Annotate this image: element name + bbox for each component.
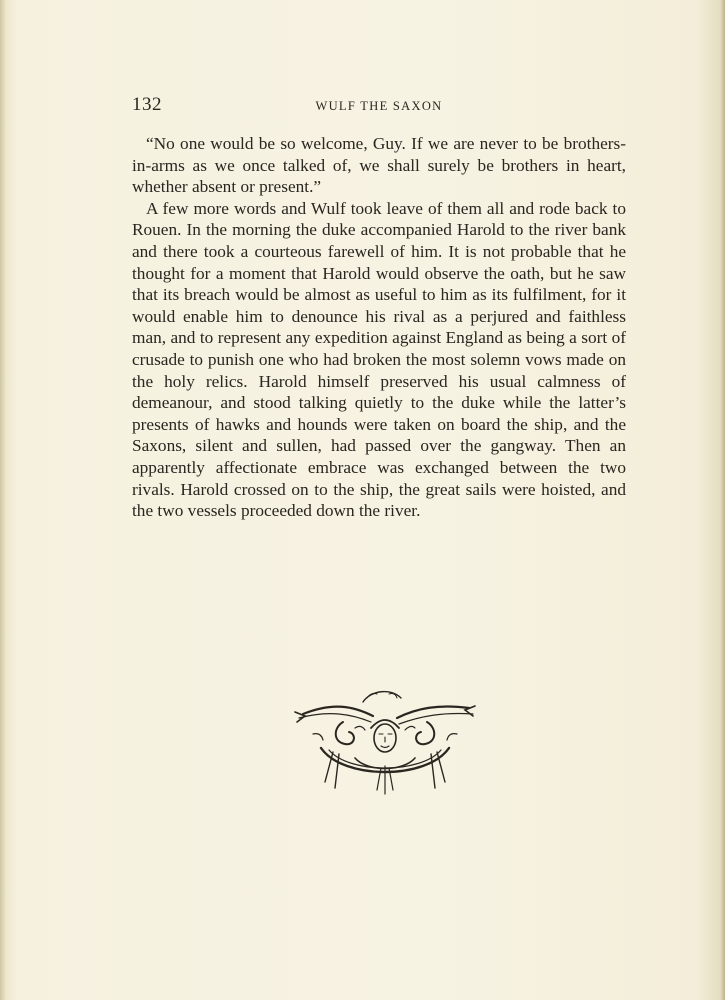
page-number: 132: [132, 94, 162, 115]
paragraph: “No one would be so welcome, Guy. If we are never to be brothers-in-arms as we once talked of, we shall surely be brothers in heart, whether absent or present.”: [132, 134, 626, 197]
page-right-edge: [720, 0, 725, 1000]
tailpiece-ornament-icon: [293, 688, 477, 800]
paragraph: A few more words and Wulf took leave of them all and rode back to Rouen. In the morning the duke accompanied Harold to the river bank and there took a courteous farewell of him. It is not probable that he thought for a moment that Harold would observe the oath, but he saw that its breach would be almost as useful to him as its fulfilment, for it would enable him to denounce his rival as a perjured and faithless man, and to represent any expedition against England as being a sort of crusade to punish one who had broken the most solemn vows made on the holy relics. Harold himself preserved his usual calmness of demeanour, and stood talking quietly to the duke while the latter’s presents of hawks and hounds were taken on board the ship, and the Saxons, silent and sullen, had passed over the gangway. Then an apparently affectionate embrace was exchanged between the two rivals. Harold crossed on to the ship, the great sails were hoisted, and the two vessels proceeded down the river.: [132, 198, 626, 521]
body-text: [132, 133, 626, 522]
running-title: WULF THE SAXON: [315, 99, 443, 113]
running-header: [132, 94, 626, 118]
page-left-edge: [0, 0, 6, 1000]
